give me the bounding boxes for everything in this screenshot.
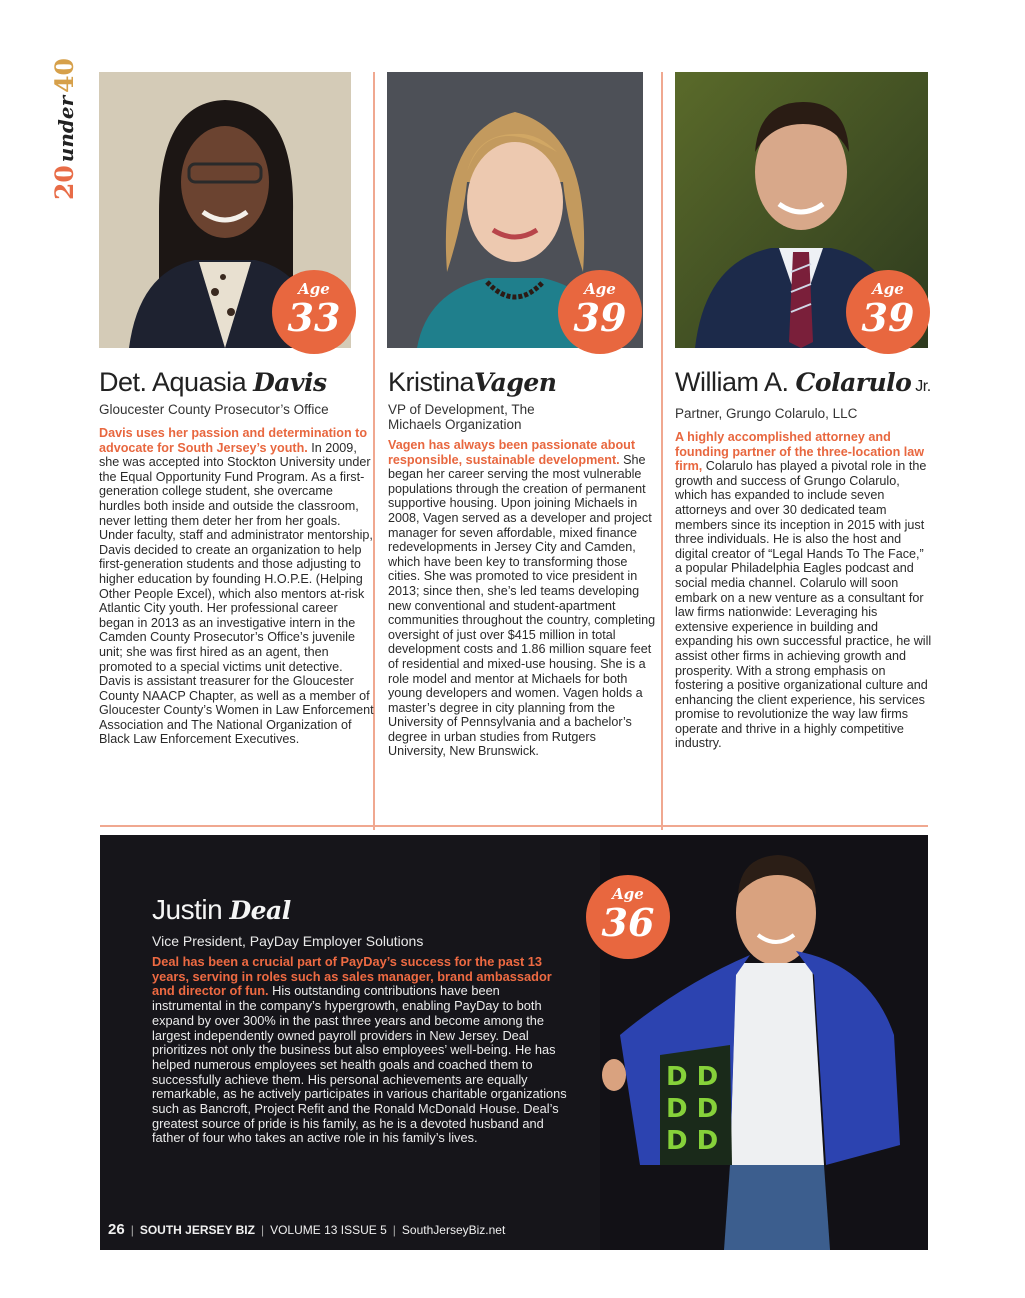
honoree-colarulo <box>675 367 933 751</box>
age-value: 36 <box>601 900 655 945</box>
age-badge <box>272 270 356 354</box>
honoree-title: Partner, Grungo Colarulo, LLC <box>675 406 858 421</box>
honoree-name <box>388 367 656 398</box>
honoree-vagen <box>388 367 656 759</box>
age-badge <box>558 270 642 354</box>
last-name: Vagen <box>474 368 557 397</box>
age-label: Age <box>584 280 616 298</box>
bio-lead: Deal has been a crucial part of PayDay’s success for the past 13 years, serving in roles such as sales manager, brand ambassador and director of fun. <box>152 954 552 999</box>
separator: | <box>260 1223 265 1237</box>
honoree-bio <box>675 430 933 751</box>
age-value: 33 <box>287 295 341 340</box>
bio-body: In 2009, she was accepted into Stockton University under the Equal Opportunity Fund Program. As a first-generation college student, she overcame hurdles both inside and outside the classroom, never letting them deter her from her goals. Under faculty, staff and administrator mentorship, Davis decided to create an organization to help first-generation students and those adjusting to higher education by founding H.O.P.E. (Helping Other People Excel), which also mentors at-risk Atlantic City youth. Her professional career began in 2013 as an investigative intern in the Camden County Prosecutor’s Office’s juvenile unit; she was first hired as an agent, then promoted to a special victims unit detective. Davis is assistant treasurer for the Gloucester County NAACP Chapter, as well as a member of Gloucester County’s Women in Law Enforcement Association and The National Organization of Black Law Enforcement Executives. <box>99 440 374 747</box>
first-name: Det. Aquasia <box>99 367 254 397</box>
honoree-davis <box>99 367 374 747</box>
honoree-name <box>152 895 572 926</box>
bio-lead: Davis uses her passion and determination to advocate for South Jersey’s youth. <box>99 426 368 455</box>
website-link[interactable]: SouthJerseyBiz.net <box>401 1223 506 1237</box>
separator: | <box>130 1223 134 1237</box>
issue-info: VOLUME 13 ISSUE 5 <box>270 1223 387 1237</box>
age-label: Age <box>872 280 904 298</box>
bio-lead: A highly accomplished attorney and founding partner of the three-location law firm, <box>675 430 925 474</box>
age-label: Age <box>612 885 644 903</box>
name-suffix: Jr. <box>911 378 931 395</box>
first-name: William A. <box>675 367 796 397</box>
last-name: Colarulo <box>795 368 912 397</box>
first-name: Justin <box>152 894 230 925</box>
age-value: 39 <box>861 295 915 340</box>
honoree-bio <box>388 438 656 759</box>
honoree-title: Vice President, PayDay Employer Solutions <box>152 933 424 949</box>
svg-text:D D: D D <box>666 1062 719 1092</box>
honoree-title: VP of Development, The Michaels Organization <box>388 402 535 432</box>
svg-text:D D: D D <box>666 1094 719 1124</box>
last-name: Deal <box>229 896 291 925</box>
age-badge <box>586 875 670 959</box>
honoree-bio <box>152 955 572 1146</box>
last-name: Davis <box>253 368 327 397</box>
honoree-bio <box>99 426 374 747</box>
section-brand-20-under-40 <box>50 58 79 200</box>
age-badge <box>846 270 930 354</box>
bio-body: She began her career serving the most vulnerable populations through the creation of permanent supportive housing. Upon joining Michaels in 2008, Vagen served as a developer and project manager for seven affordable, mixed finance redevelopments in Jersey City and Camden, which have been key to transforming those cities. She was promoted to vice president in 2013; since then, she’s led teams developing new conventional and student-apartment communities throughout the country, completing oversight of just over $415 million in total development costs and 1.86 million square feet of residential and mixed-use housing. She is a role model and mentor at Michaels for both young developers and women. Vagen holds a master’s degree in city planning from the University of Pennsylvania and a bachelor’s degree in urban studies from Rutgers University, New Brunswick. <box>388 452 656 759</box>
feature-honoree-deal <box>100 835 928 1250</box>
svg-text:D D: D D <box>666 1126 719 1156</box>
honoree-name <box>675 367 933 402</box>
section-divider <box>100 825 928 827</box>
first-name: Kristina <box>388 367 475 397</box>
bio-lead: Vagen has always been passionate about responsible, sustainable development. <box>388 438 636 467</box>
honoree-name <box>99 367 374 398</box>
bio-body: His outstanding contributions have been instrumental in the company’s hypergrowth, enabling PayDay to both expand by over 300% in the past three years and become among the largest independently owned payroll providers in New Jersey. Deal prioritizes not only the business but also employees’ well-being. He has helped numerous employees set health goals and coached them to successfully achieve them. His personal achievements are equally remarkable, as he actively participates in various charitable organizations such as Bancroft, Project Refit and the Ronald McDonald House. Deal’s greatest source of pride is his family, as he is a devoted husband and father of four who takes an active role in his family’s lives. <box>152 983 567 1146</box>
separator: | <box>392 1223 396 1237</box>
brand-number-40: 40 <box>50 58 79 93</box>
age-value: 39 <box>573 295 627 340</box>
page-number: 26 <box>108 1221 125 1238</box>
age-label: Age <box>298 280 330 298</box>
bio-body: Colarulo has played a pivotal role in the growth and success of Grungo Colarulo, which has expanded to include seven attorneys and over 30 dedicated team members since its inception in 2015 with just three individuals. He is also the host and digital creator of “Legal Hands To The Face,” a popular Philadelphia Eagles podcast and social media channel. Colarulo will soon embark on a new venture as a consultant for law firms nationwide: Leveraging his extensive experience in building and expanding his own successful practice, he will assist other firms in achieving growth and prosperity. With a strong emphasis on fostering a positive organizational culture and enhancing the client experience, his services promise to revolutionize the way law firms operate and thrive in a highly competitive industry. <box>675 459 932 751</box>
brand-word-under: under <box>54 95 78 163</box>
page-footer <box>108 1221 505 1238</box>
honoree-title: Gloucester County Prosecutor’s Office <box>99 402 329 417</box>
brand-number-20: 20 <box>50 165 79 200</box>
feature-text <box>152 895 572 1146</box>
column-divider <box>661 72 663 830</box>
publication-name: SOUTH JERSEY BIZ <box>139 1223 255 1237</box>
